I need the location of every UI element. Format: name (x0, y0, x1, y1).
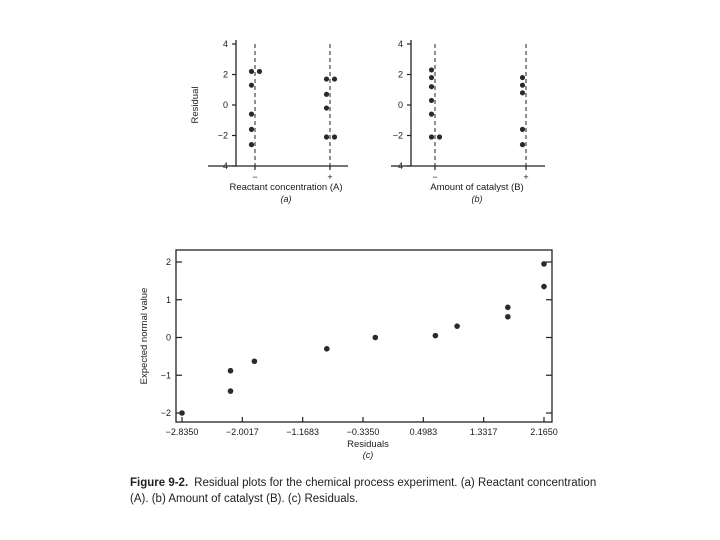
panel-a-point (249, 83, 254, 88)
panel-a-x-axis-label: Reactant concentration (A) (229, 182, 343, 193)
panel-a-y-tick-label: 2 (222, 69, 228, 80)
panel-a-point (324, 92, 329, 97)
panel-b-y-tick-label: 4 (397, 39, 403, 49)
panel-b-point (437, 134, 442, 139)
panel-b-point (429, 84, 434, 89)
panel-a-point (324, 134, 329, 139)
panel-c-y-tick-label: −1 (160, 370, 171, 381)
panel-a-y-tick-label: 0 (222, 100, 228, 110)
panel-b-y-tick-label: 0 (397, 100, 403, 110)
panel-c-x-axis-label: Residuals (347, 439, 389, 450)
figure-caption (130, 475, 600, 507)
panel-c-point (324, 346, 330, 352)
panel-a-y-tick-label: −4 (217, 161, 228, 171)
panel-c-y-tick-label: 2 (165, 257, 171, 267)
panel-a-x-tick-label: − (252, 172, 258, 182)
panel-c-point (433, 333, 439, 339)
panel-a-point (249, 142, 254, 147)
panel-c-x-tick-label: −2.0017 (225, 427, 259, 437)
panel-a (190, 39, 348, 204)
panel-b-point (520, 142, 525, 147)
panel-a-point (249, 69, 254, 74)
caption-label: Figure 9-2. (130, 477, 189, 489)
panel-b-x-tick-label: + (523, 172, 529, 182)
panel-a-point (332, 134, 337, 139)
panel-b-label: (b) (471, 194, 483, 204)
panel-a-x-tick-label: + (327, 172, 333, 182)
panel-b-y-tick-label: −2 (392, 130, 403, 141)
panel-c-x-tick-label: −2.8350 (165, 427, 199, 437)
panel-a-point (324, 76, 329, 81)
panel-c-x-tick-label: 1.3317 (469, 427, 498, 437)
panel-c-point (505, 314, 511, 320)
panel-a-point (332, 76, 337, 81)
panel-c-x-tick-label: 0.4983 (409, 427, 438, 437)
panel-a-label: (a) (280, 194, 292, 204)
panel-b-x-axis-label: Amount of catalyst (B) (430, 182, 524, 193)
panel-c-point (505, 305, 511, 311)
panel-b-point (520, 83, 525, 88)
panel-b-point (520, 127, 525, 132)
panel-c-y-tick-label: 1 (165, 294, 171, 305)
panel-a-y-tick-label: 4 (222, 39, 228, 49)
panel-c-x-tick-label: −1.1683 (286, 427, 320, 437)
panel-c-label: (c) (362, 450, 374, 460)
panel-c-point (228, 368, 234, 374)
panel-b-point (429, 112, 434, 117)
panel-b-y-tick-label: 2 (397, 69, 403, 80)
panel-b-point (429, 134, 434, 139)
panel-b-point (429, 75, 434, 80)
panel-b-x-tick-label: − (432, 172, 438, 182)
panel-c-point (541, 261, 547, 267)
panel-c-point (252, 358, 258, 364)
panel-b-point (429, 98, 434, 103)
panel-c-point (541, 284, 547, 290)
panel-c-point (373, 335, 379, 341)
panel-a-y-axis-label: Residual (190, 86, 201, 124)
panel-b-point (429, 67, 434, 72)
panel-c-x-tick-label: 2.1650 (530, 427, 558, 437)
panel-b-y-tick-label: −4 (392, 161, 403, 171)
panel-c (139, 250, 558, 460)
panel-c-frame (176, 250, 552, 422)
panel-a-point (257, 69, 262, 74)
panel-c-point (454, 323, 460, 329)
panel-b (391, 39, 545, 204)
panel-c-point (228, 388, 234, 394)
caption-text: Residual plots for the chemical process experiment. (a) Reactant concentration (A). (b) Amount of catalyst (B). (c) Residuals. (130, 477, 597, 505)
panel-a-y-tick-label: −2 (217, 130, 228, 141)
panel-a-point (249, 127, 254, 132)
panel-a-point (324, 105, 329, 110)
panel-c-y-tick-label: −2 (160, 408, 171, 418)
panel-c-x-tick-label: −0.3350 (346, 427, 380, 437)
panel-b-point (520, 75, 525, 80)
panel-c-y-axis-label: Expected normal value (139, 287, 150, 385)
panel-a-point (249, 112, 254, 117)
panel-b-point (520, 90, 525, 95)
panel-c-y-tick-label: 0 (165, 332, 171, 343)
panel-c-point (179, 410, 185, 416)
